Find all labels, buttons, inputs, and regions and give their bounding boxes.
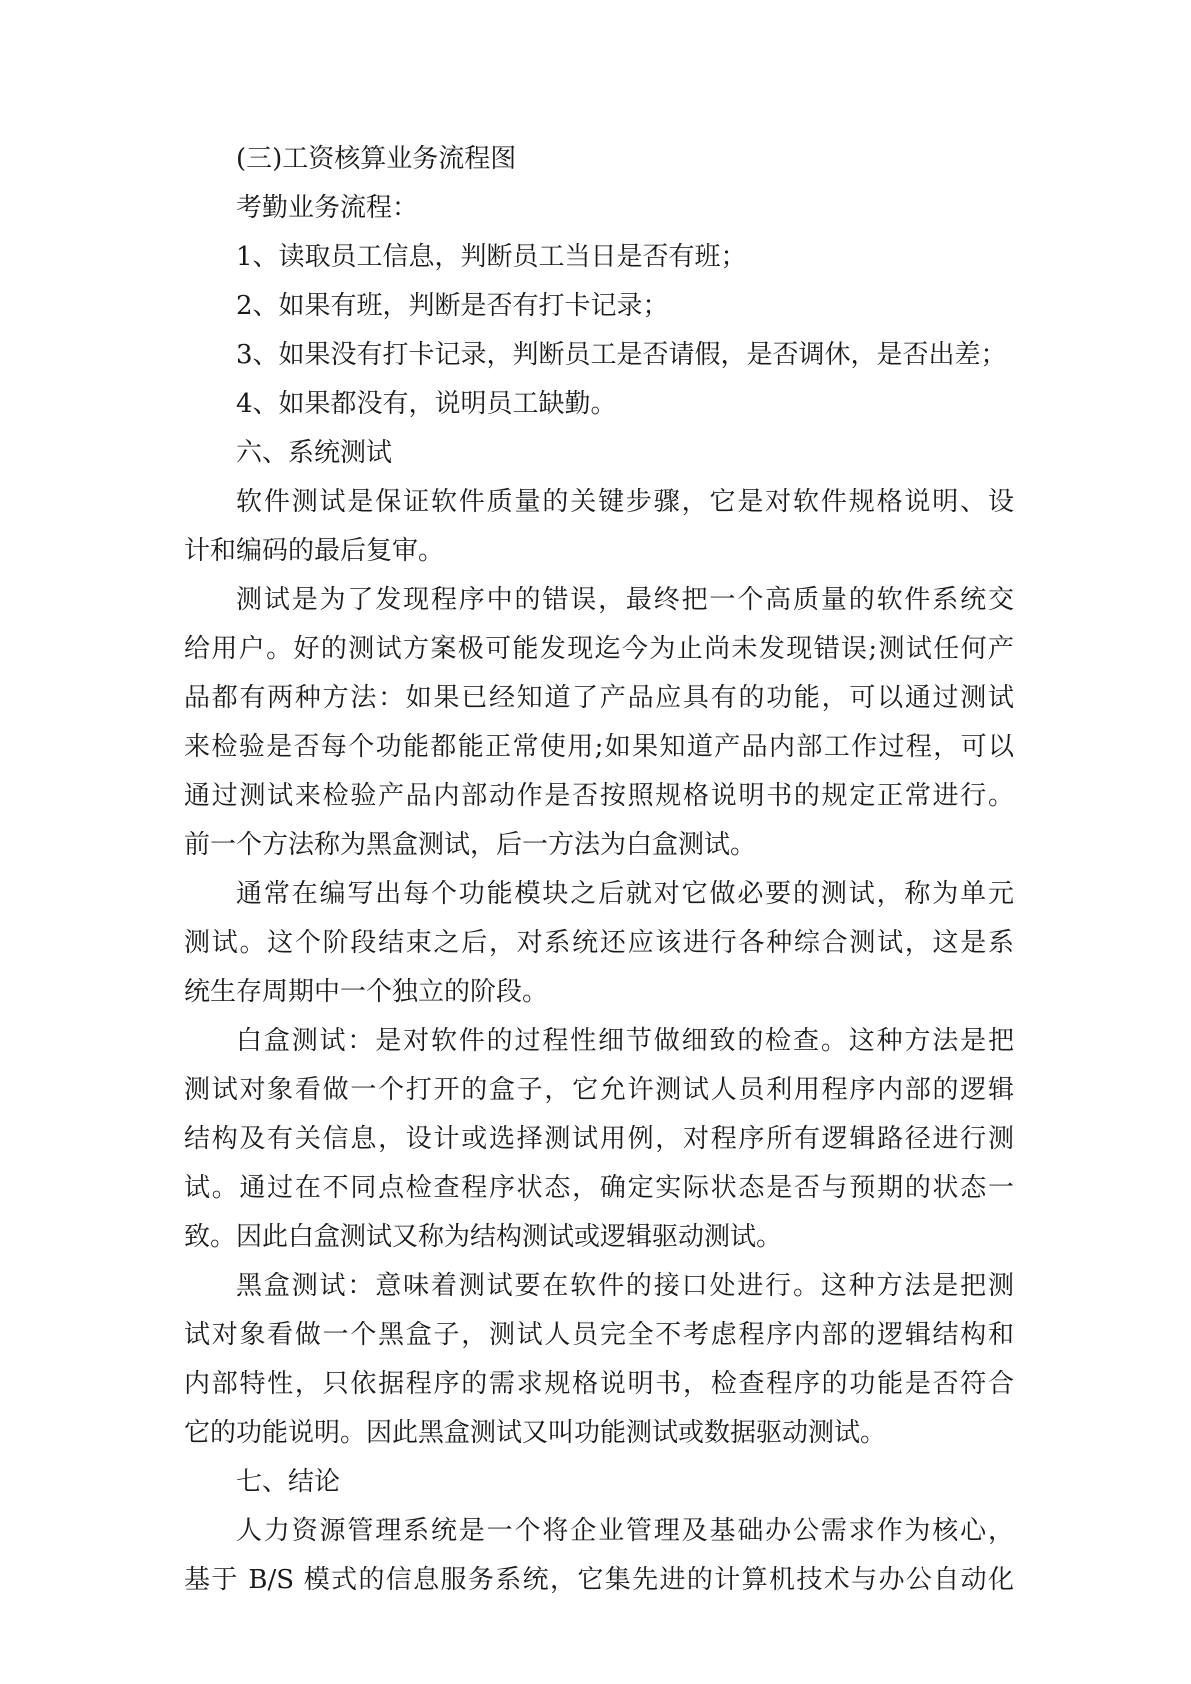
paragraph-line: 试。通过在不同点检查程序状态，确定实际状态是否与预期的状态一 (184, 1173, 1014, 1203)
paragraph-line: 给用户。好的测试方案极可能发现迄今为止尚未发现错误;测试任何产 (184, 634, 1014, 664)
paragraph-line: 结构及有关信息，设计或选择测试用例，对程序所有逻辑路径进行测 (184, 1124, 1014, 1154)
paragraph-line: 品都有两种方法：如果已经知道了产品应具有的功能，可以通过测试 (184, 683, 1014, 713)
list-item: 4、如果都没有，说明员工缺勤。 (236, 389, 617, 419)
paragraph-line: 它的功能说明。因此黑盒测试又叫功能测试或数据驱动测试。 (184, 1418, 887, 1448)
paragraph-line: 基于 B/S 模式的信息服务系统，它集先进的计算机技术与办公自动化 (184, 1565, 1014, 1595)
paragraph-line: 白盒测试：是对软件的过程性细节做细致的检查。这种方法是把 (236, 1026, 1014, 1056)
list-item: 2、如果有班，判断是否有打卡记录； (236, 291, 669, 321)
document-body (184, 135, 1014, 1605)
paragraph-testing-purpose (184, 576, 1014, 870)
paragraph-unit-testing (184, 870, 1014, 1017)
section-seven-title: 七、结论 (236, 1467, 341, 1497)
paragraph-line: 试对象看做一个黑盒子，测试人员完全不考虑程序内部的逻辑结构和 (184, 1320, 1014, 1350)
paragraph-white-box (184, 1017, 1014, 1262)
paragraph-line: 黑盒测试：意味着测试要在软件的接口处进行。这种方法是把测 (236, 1271, 1014, 1301)
attendance-steps-list (184, 233, 1014, 429)
paragraph-line: 内部特性，只依据程序的需求规格说明书，检查程序的功能是否符合 (184, 1369, 1014, 1399)
heading-flowchart: (三)工资核算业务流程图 (236, 144, 517, 174)
paragraph-line: 人力资源管理系统是一个将企业管理及基础办公需求作为核心， (236, 1516, 1014, 1546)
paragraph-line: 前一个方法称为黑盒测试，后一方法为白盒测试。 (184, 830, 757, 860)
paragraph-line: 通常在编写出每个功能模块之后就对它做必要的测试，称为单元 (236, 879, 1014, 909)
paragraph-line: 致。因此白盒测试又称为结构测试或逻辑驱动测试。 (184, 1222, 783, 1252)
paragraph-line: 计和编码的最后复审。 (184, 536, 445, 566)
paragraph-testing-intro (184, 478, 1014, 576)
list-item: 3、如果没有打卡记录，判断员工是否请假，是否调休，是否出差； (236, 340, 1007, 370)
section-six-title: 六、系统测试 (236, 438, 393, 468)
paragraph-line: 测试。这个阶段结束之后，对系统还应该进行各种综合测试，这是系 (184, 928, 1014, 958)
paragraph-conclusion (184, 1507, 1014, 1605)
paragraph-line: 统生存周期中一个独立的阶段。 (184, 977, 549, 1007)
paragraph-line: 来检验是否每个功能都能正常使用;如果知道产品内部工作过程，可以 (184, 732, 1014, 762)
paragraph-line: 测试对象看做一个打开的盒子，它允许测试人员利用程序内部的逻辑 (184, 1075, 1014, 1105)
attendance-title: 考勤业务流程： (236, 193, 419, 223)
paragraph-line: 软件测试是保证软件质量的关键步骤，它是对软件规格说明、设 (236, 487, 1014, 517)
paragraph-line: 测试是为了发现程序中的错误，最终把一个高质量的软件系统交 (236, 585, 1014, 615)
list-item: 1、读取员工信息，判断员工当日是否有班； (236, 242, 747, 272)
paragraph-black-box (184, 1262, 1014, 1458)
paragraph-line: 通过测试来检验产品内部动作是否按照规格说明书的规定正常进行。 (184, 781, 1014, 811)
